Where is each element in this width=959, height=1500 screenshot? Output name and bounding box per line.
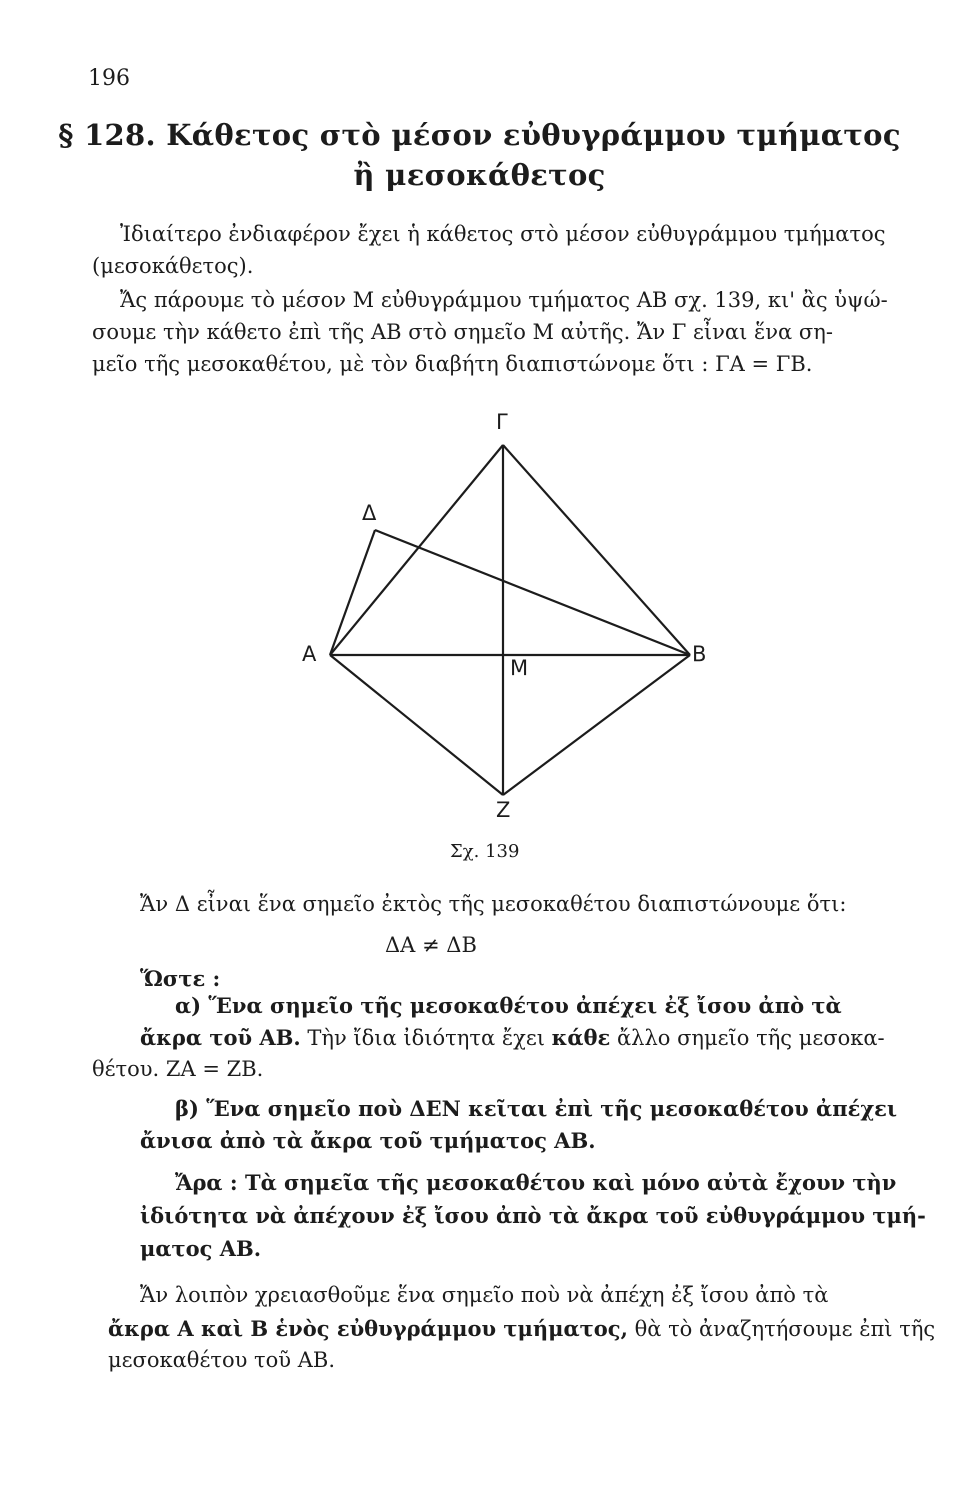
paragraph-bold: ἄκρα Α καὶ Β ἑνὸς εὐθυγράμμου τμήματος, <box>108 1316 628 1341</box>
rule-a-line: θέτου. ΖΑ = ΖΒ. <box>92 1057 264 1081</box>
label-beta: Β <box>692 642 707 666</box>
rule-a-bold: ἄκρα τοῦ ΑΒ. <box>140 1025 301 1050</box>
paragraph-line <box>108 1316 935 1341</box>
label-gamma: Γ <box>496 410 508 434</box>
rule-b-line: β) Ἕνα σημεῖο ποὺ ΔΕΝ κεῖται ἐπὶ τῆς μεσοκαθέτου ἀπέχει <box>175 1096 898 1121</box>
segment-zb <box>503 655 690 795</box>
label-delta: Δ <box>362 501 377 525</box>
paragraph-line: Ἄς πάρουμε τὸ μέσον Μ εὐθυγράμμου τμήματος ΑΒ σχ. 139, κι' ἂς ὑψώ- <box>120 288 888 312</box>
rule-a-line <box>140 1025 885 1050</box>
rule-b-line: ἄνισα ἀπὸ τὰ ἄκρα τοῦ τμήματος ΑΒ. <box>140 1128 596 1153</box>
segment-da <box>330 530 375 655</box>
page-number: 196 <box>88 66 130 91</box>
section-title: § 128. Κάθετος στὸ μέσον εὐθυγράμμου τμήματος <box>58 118 901 152</box>
segment-ga <box>330 445 503 655</box>
section-subtitle: ἢ μεσοκάθετος <box>353 158 606 192</box>
rule-c-line: ματος ΑΒ. <box>140 1236 262 1261</box>
paragraph-line: Ἰδιαίτερο ἐνδιαφέρον ἔχει ἡ κάθετος στὸ μέσον εὐθυγράμμου τμήματος <box>120 222 886 246</box>
paragraph-line: μεσοκαθέτου τοῦ ΑΒ. <box>108 1348 336 1372</box>
conclusion-label: Ὥστε : <box>140 966 221 991</box>
figure-139 <box>290 405 730 875</box>
paragraph-line: σουμε τὴν κάθετο ἐπὶ τῆς ΑΒ στὸ σημεῖο Μ αὐτῆς. Ἄν Γ εἶναι ἕνα ση- <box>92 320 833 344</box>
paragraph-line: Ἄν Δ εἶναι ἕνα σημεῖο ἐκτὸς τῆς μεσοκαθέτου διαπιστώνουμε ὅτι: <box>140 892 847 916</box>
perpendicular-bisector-diagram <box>290 405 730 875</box>
label-mu: Μ <box>510 656 529 680</box>
rule-c-line: ἰδιότητα νὰ ἀπέχουν ἐξ ἴσου ἀπὸ τὰ ἄκρα τοῦ εὐθυγράμμου τμή- <box>140 1203 926 1228</box>
label-alpha: Α <box>302 642 317 666</box>
segment-gb <box>503 445 690 655</box>
rule-a-line: α) Ἕνα σημεῖο τῆς μεσοκαθέτου ἀπέχει ἐξ ἴσου ἀπὸ τὰ <box>175 993 842 1018</box>
paragraph-line: μεῖο τῆς μεσοκαθέτου, μὲ τὸν διαβήτη διαπιστώνομε ὅτι : ΓΑ = ΓΒ. <box>92 352 813 376</box>
segment-za <box>330 655 503 795</box>
paragraph-line: Ἄν λοιπὸν χρειασθοῦμε ἕνα σημεῖο ποὺ νὰ ἀπέχη ἐξ ἴσου ἀπὸ τὰ <box>140 1283 829 1307</box>
rule-a-emphasis: κάθε <box>551 1025 611 1050</box>
figure-caption: Σχ. 139 <box>450 841 520 862</box>
paragraph-text: θὰ τὸ ἀναζητήσουμε ἐπὶ τῆς <box>627 1317 936 1341</box>
rule-c-line: Ἄρα : Τὰ σημεῖα τῆς μεσοκαθέτου καὶ μόνο αὐτὰ ἔχουν τὴν <box>175 1170 897 1195</box>
segment-db <box>375 530 690 655</box>
paragraph-line: (μεσοκάθετος). <box>92 254 254 278</box>
rule-a-text: Τὴν ἴδια ἰδιότητα ἔχει <box>300 1026 552 1050</box>
label-zeta: Ζ <box>496 798 511 822</box>
rule-a-text-end: ἄλλο σημεῖο τῆς μεσοκα- <box>610 1026 885 1050</box>
formula: ΔΑ ≠ ΔΒ <box>385 933 477 957</box>
